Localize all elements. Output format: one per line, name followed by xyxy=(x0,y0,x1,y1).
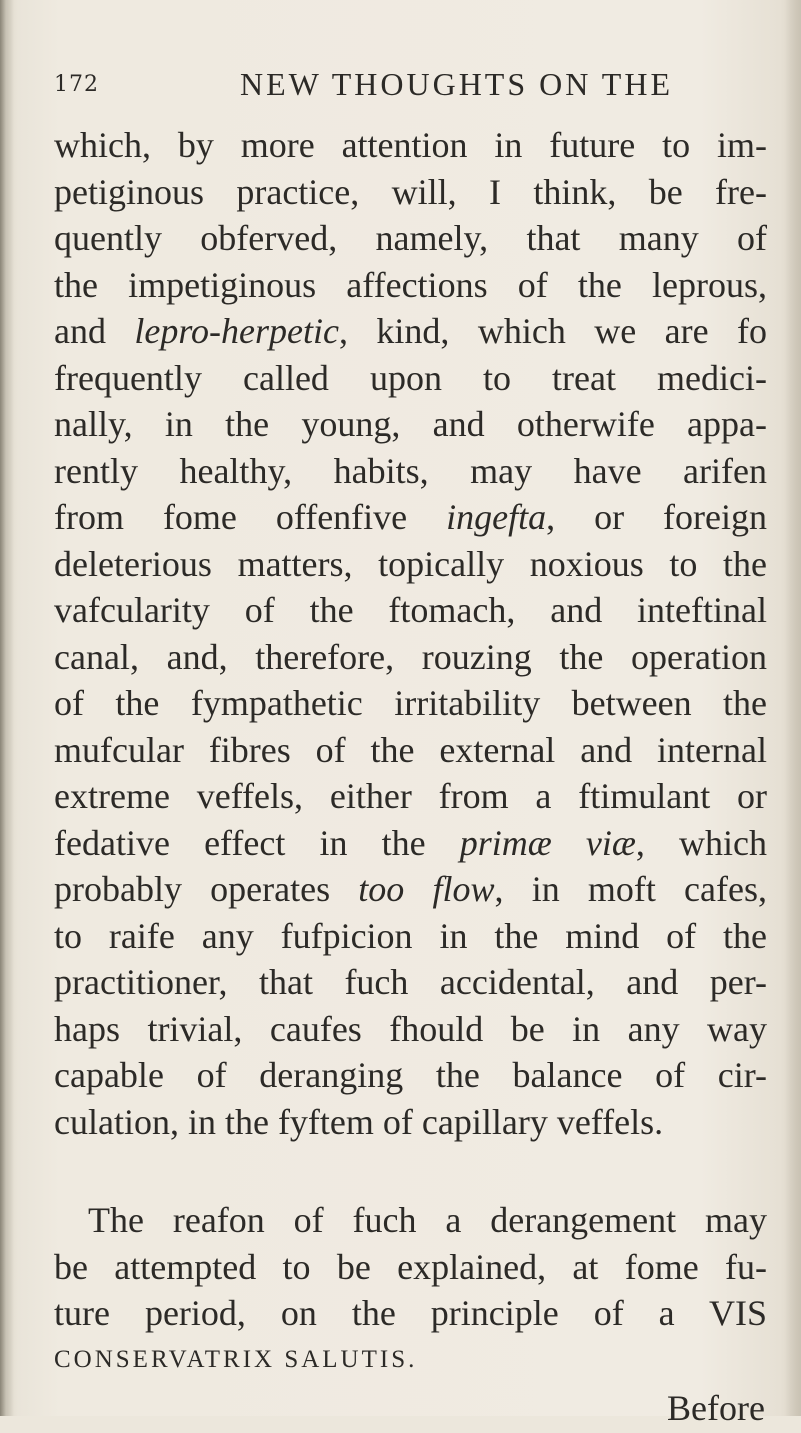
text-line: to raife any fufpicion in the mind of the xyxy=(54,915,767,956)
italic-term: ingefta xyxy=(446,497,547,537)
text-line: petiginous practice, will, I think, be fre- xyxy=(54,171,767,212)
text-line: which, by more attention in future to im- xyxy=(54,125,767,165)
text-line: The reafon of fuch a derangement may xyxy=(88,1200,767,1240)
text-line: quently obferved, namely, that many of xyxy=(54,218,767,258)
text-line xyxy=(54,308,767,355)
text-line: capable of deranging the balance of cir- xyxy=(54,1055,767,1095)
text-line: nally, in the young, and otherwife appa- xyxy=(54,404,767,444)
text-line xyxy=(54,494,767,541)
text-line: the impetiginous affections of the leprous, xyxy=(54,264,767,305)
binding-gutter xyxy=(0,0,14,1416)
text-line: culation, in the fyftem of capillary veffels. xyxy=(54,1101,664,1142)
text-run: from fome offenfive xyxy=(54,497,408,537)
running-head xyxy=(0,60,801,110)
text-run: probably operates xyxy=(54,869,331,909)
italic-term: lepro-herpetic xyxy=(134,311,339,351)
paragraph-2 xyxy=(54,1197,767,1383)
page-edge xyxy=(785,0,801,1416)
text-line: CONSERVATRIX SALUTIS. xyxy=(54,1345,418,1373)
text-line xyxy=(54,820,767,867)
text-line xyxy=(54,866,767,913)
text-line: rently healthy, habits, may have arifen xyxy=(54,450,767,491)
paragraph-gap xyxy=(54,1145,767,1197)
text-line: of the fympathetic irritability between the xyxy=(54,683,767,723)
text-line: vafcularity of the ftomach, and inteftinal xyxy=(54,590,767,630)
text-run: , in moft cafes, xyxy=(494,869,767,909)
text-line: extreme veffels, either from a ftimulant or xyxy=(54,776,767,816)
body-text xyxy=(54,122,767,1433)
text-run: , kind, which we are fo xyxy=(339,311,767,351)
text-line: haps trivial, caufes fhould be in any way xyxy=(54,1008,767,1049)
text-line: be attempted to be explained, at fome fu- xyxy=(54,1246,767,1287)
text-line: frequently called upon to treat medici- xyxy=(54,357,767,398)
paragraph-1 xyxy=(54,122,767,1145)
italic-term: primæ viæ xyxy=(459,822,636,863)
text-run: , which xyxy=(635,822,768,863)
text-line: deleterious matters, topically noxious to the xyxy=(54,543,767,584)
italic-term: too flow xyxy=(358,869,495,909)
text-run: and xyxy=(54,311,106,351)
text-line: mufcular fibres of the external and internal xyxy=(54,729,767,770)
page-number: 172 xyxy=(54,72,99,97)
catchword: Before xyxy=(667,1388,765,1428)
running-head-title: NEW THOUGHTS ON THE xyxy=(240,66,673,102)
text-line: canal, and, therefore, rouzing the operation xyxy=(54,636,767,677)
text-line: ture period, on the principle of a VIS xyxy=(54,1293,767,1333)
text-run: fedative effect in the xyxy=(54,822,426,863)
text-line: practitioner, that fuch accidental, and per- xyxy=(54,962,767,1002)
text-run: , or foreign xyxy=(546,497,767,537)
